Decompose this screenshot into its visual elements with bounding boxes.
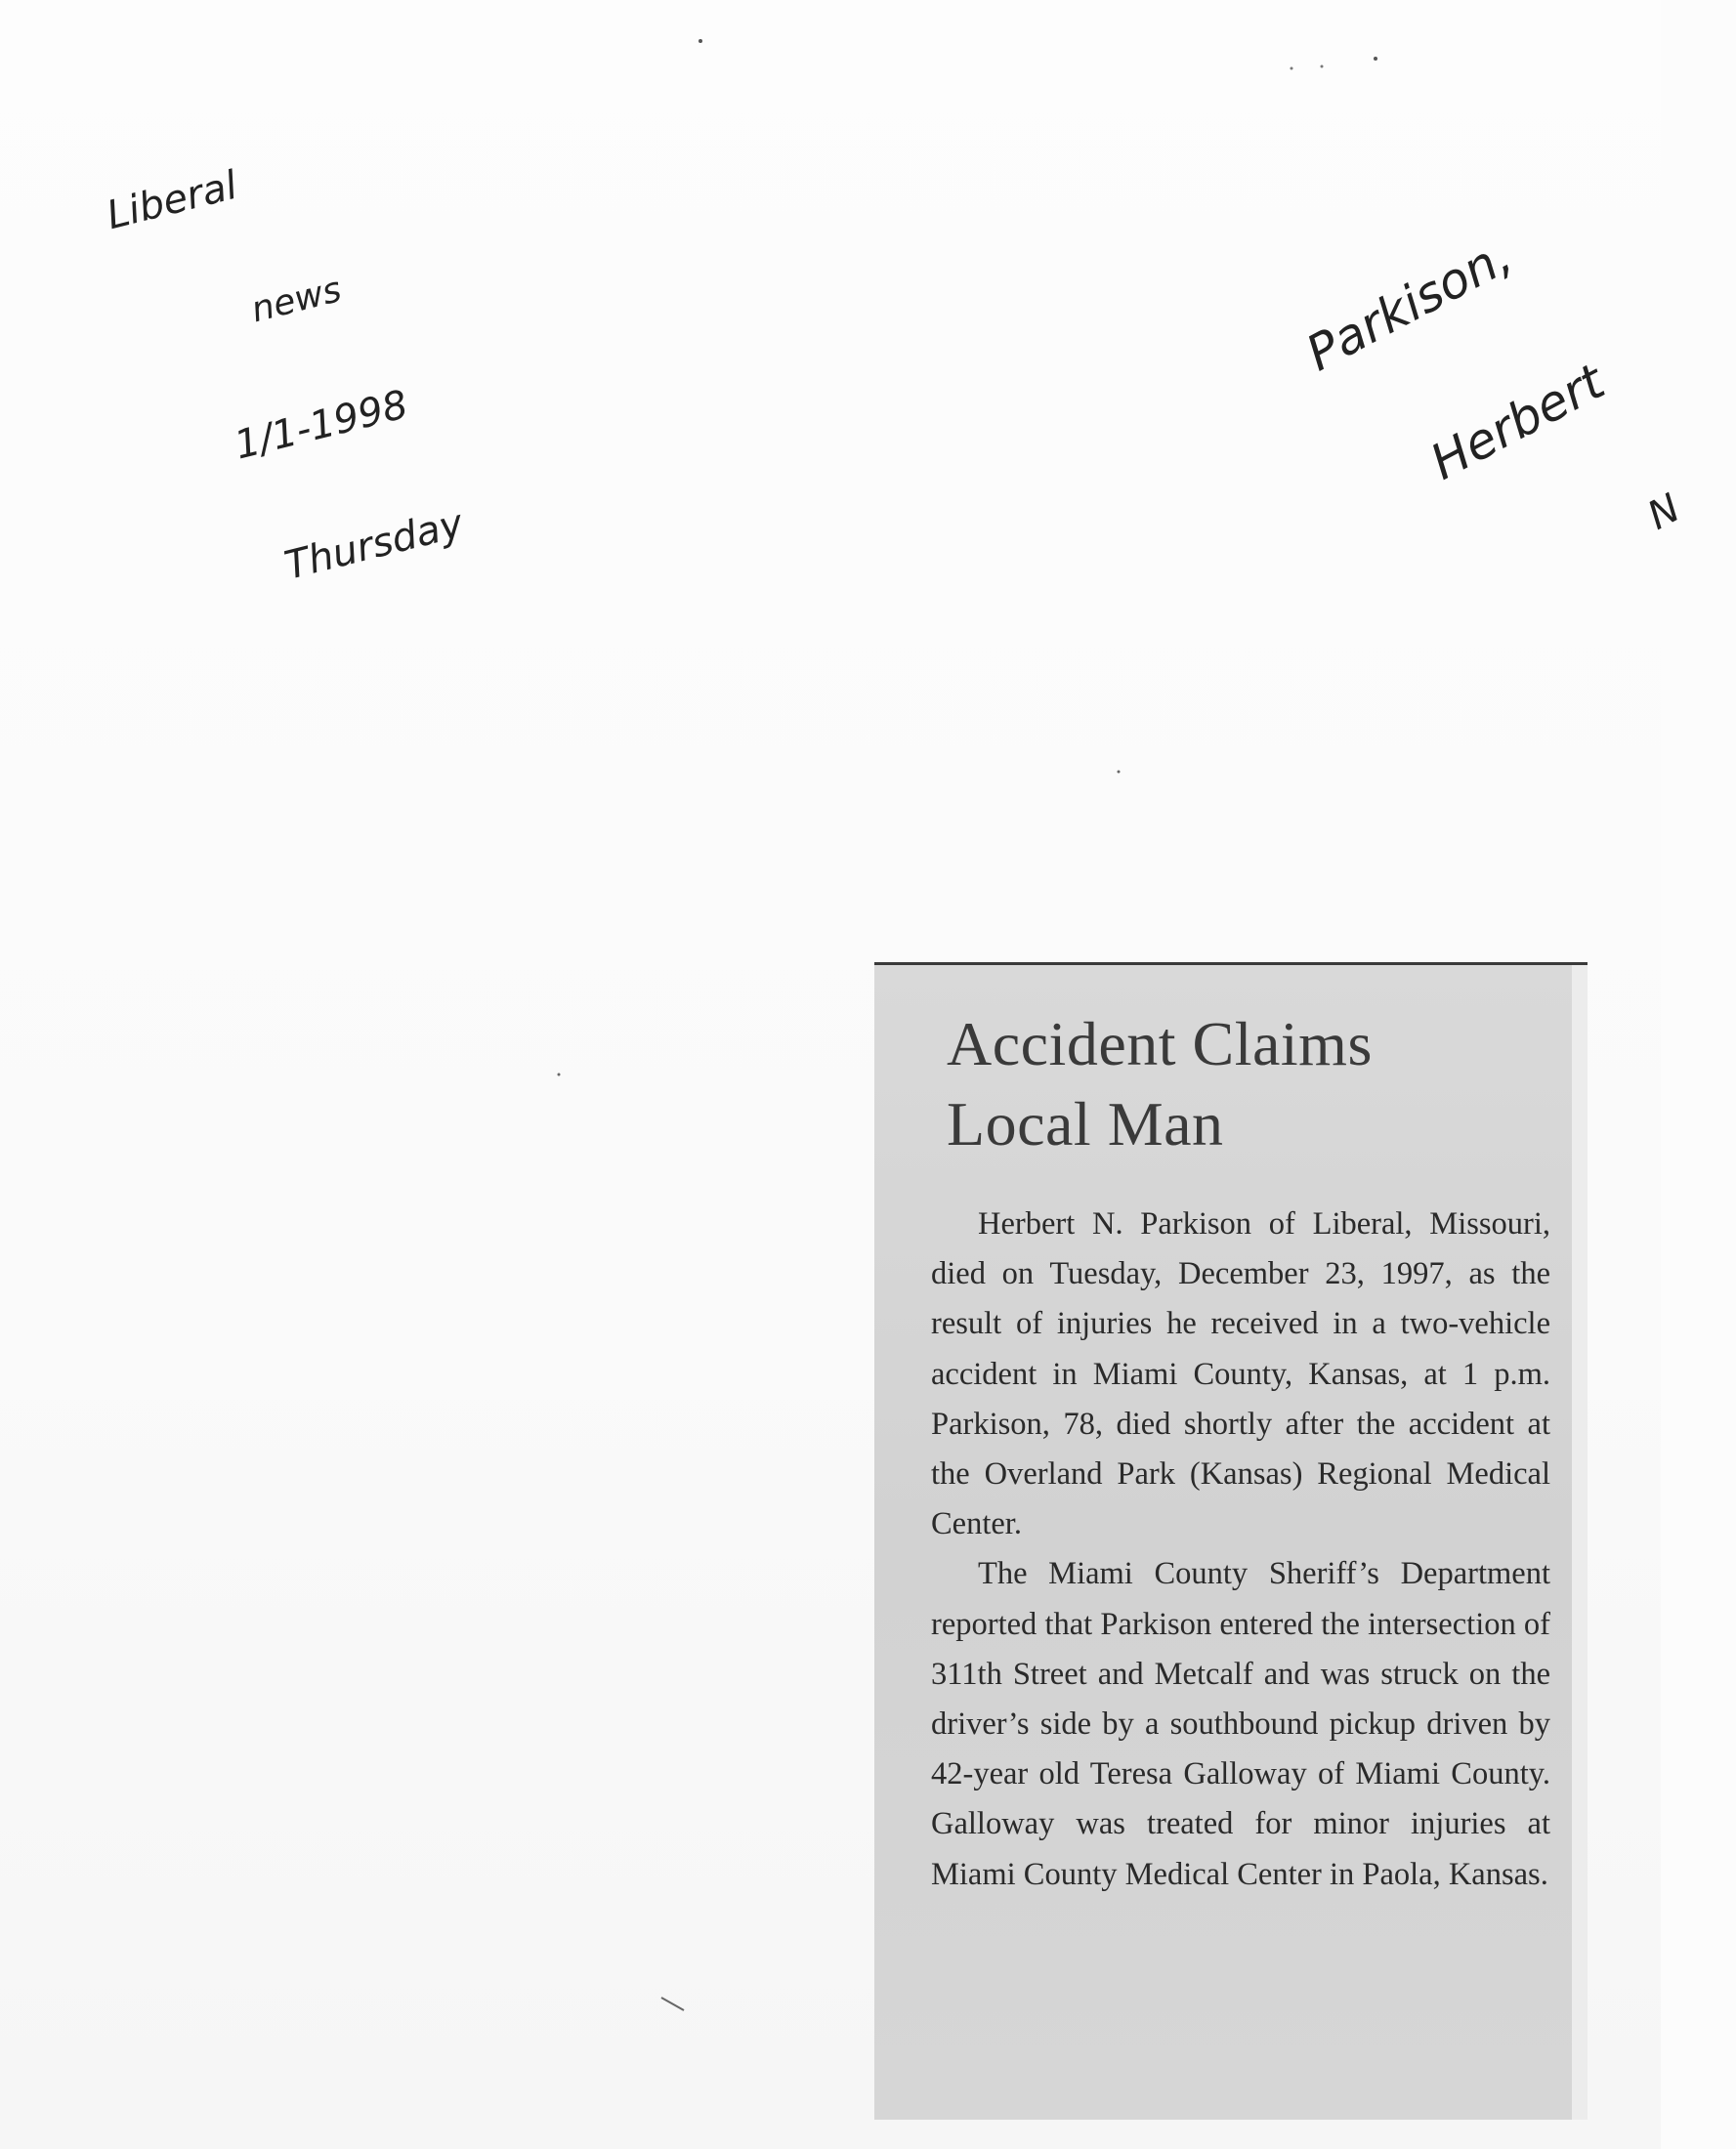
- headline-line-1: Accident Claims: [947, 1009, 1373, 1078]
- newspaper-clipping: [874, 962, 1588, 2120]
- note-initial: N: [1640, 485, 1688, 539]
- article-body: [931, 1200, 1550, 1900]
- note-weekday: Thursday: [279, 500, 468, 589]
- note-first-name: Herbert: [1420, 353, 1614, 491]
- article-paragraph: The Miami County Sheriff’s Department reported that Parkison entered the intersection of 311th Street and Metcalf and was struck on the driver’s side by a southbound pickup driven by 42-year old Teresa Galloway of Miami County. Galloway was treated for minor injuries at Miami County Medical Center in Paola, Kansas.: [931, 1556, 1550, 1892]
- note-date: 1/1-1998: [230, 382, 412, 469]
- note-publication-suffix: news: [247, 270, 346, 331]
- article-paragraph: Herbert N. Parkison of Liberal, Missouri, died on Tuesday, December 23, 1997, as the result of injuries he received in a two-vehicle accident in Miami County, Kansas, at 1 p.m. Parkison, 78, died shortly after the accident at the Overland Park (Kansas) Regional Medical Center.: [931, 1206, 1550, 1542]
- note-surname: Parkison,: [1296, 227, 1521, 383]
- article-headline: [947, 1004, 1533, 1164]
- headline-line-2: Local Man: [947, 1089, 1224, 1159]
- note-publication: Liberal: [102, 162, 242, 239]
